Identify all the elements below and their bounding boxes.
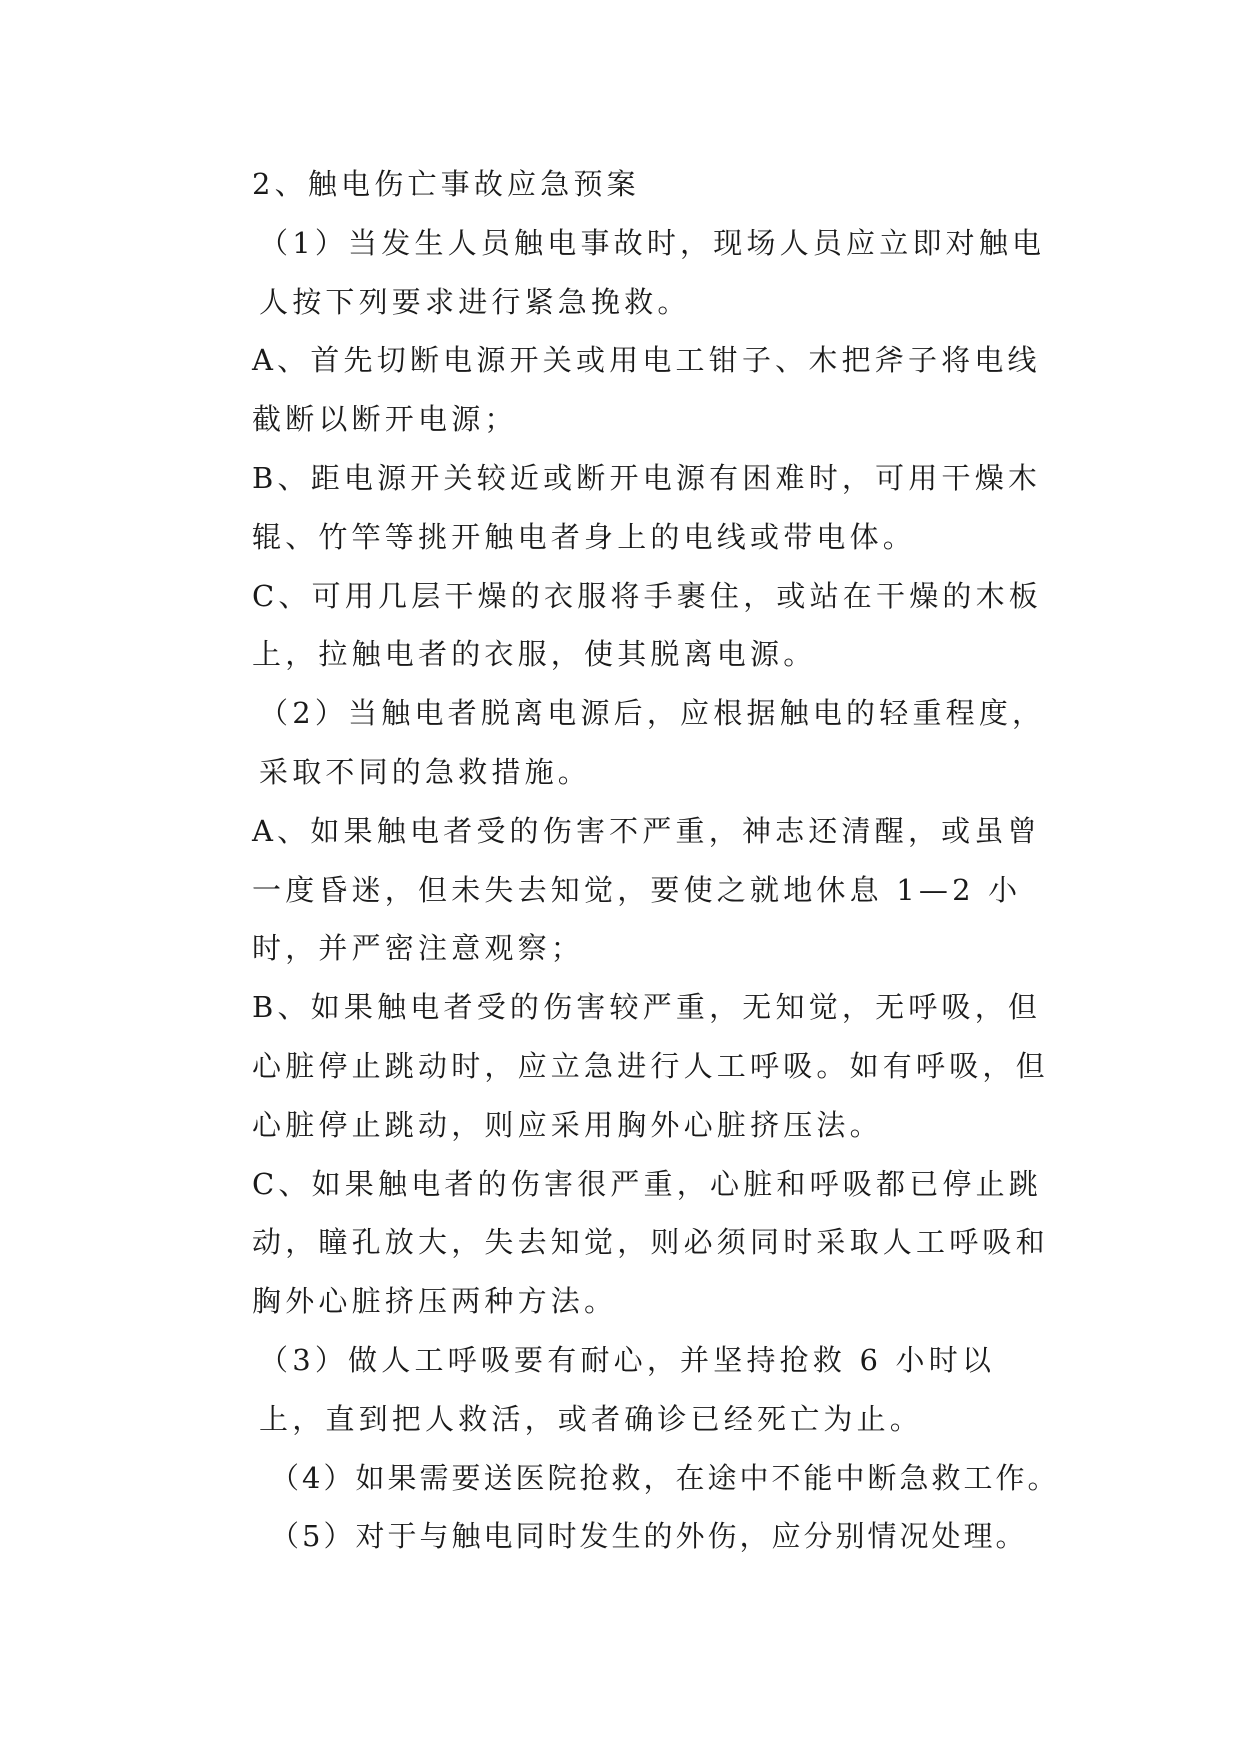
paragraph-step-2-b: B、如果触电者受的伤害较严重，无知觉，无呼吸，但心脏停止跳动时，应立急进行人工呼吸。如有呼吸，但心脏停止跳动，则应采用胸外心脏挤压法。 — [252, 990, 1049, 1142]
section-heading: 2、触电伤亡事故应急预案 — [252, 167, 640, 201]
paragraph-step-2-a: A、如果触电者受的伤害不严重，神志还清醒，或虽曾一度昏迷，但未失去知觉，要使之就地休息 1—2 小时，并严密注意观察； — [252, 813, 1041, 966]
paragraph-step-2: （2）当触电者脱离电源后，应根据触电的轻重程度，采取不同的急救措施。 — [259, 696, 1046, 789]
paragraph-step-1-c: C、可用几层干燥的衣服将手裹住，或站在干燥的木板上，拉触电者的衣服，使其脱离电源。 — [252, 578, 1042, 672]
paragraph-step-3: （3）做人工呼吸要有耐心，并坚持抢救 6 小时以上，直到把人救活，或者确诊已经死亡为止。 — [259, 1342, 996, 1436]
document-body — [190, 155, 1060, 1566]
paragraph-step-2-c: C、如果触电者的伤害很严重，心脏和呼吸都已停止跳动，瞳孔放大，失去知觉，则必须同时采取人工呼吸和胸外心脏挤压两种方法。 — [252, 1166, 1049, 1319]
paragraph-step-1-a: A、首先切断电源开关或用电工钳子、木把斧子将电线截断以断开电源； — [252, 343, 1041, 437]
paragraph-step-1-b: B、距电源开关较近或断开电源有困难时，可用干燥木辊、竹竿等挑开触电者身上的电线或带电体。 — [252, 460, 1042, 554]
paragraph-step-4: （4）如果需要送医院抢救，在途中不能中断急救工作。 — [270, 1460, 1060, 1495]
paragraph-step-5: （5）对于与触电同时发生的外伤，应分别情况处理。 — [270, 1519, 1028, 1554]
paragraph-step-1: （1）当发生人员触电事故时，现场人员应立即对触电人按下列要求进行紧急挽救。 — [259, 225, 1046, 319]
